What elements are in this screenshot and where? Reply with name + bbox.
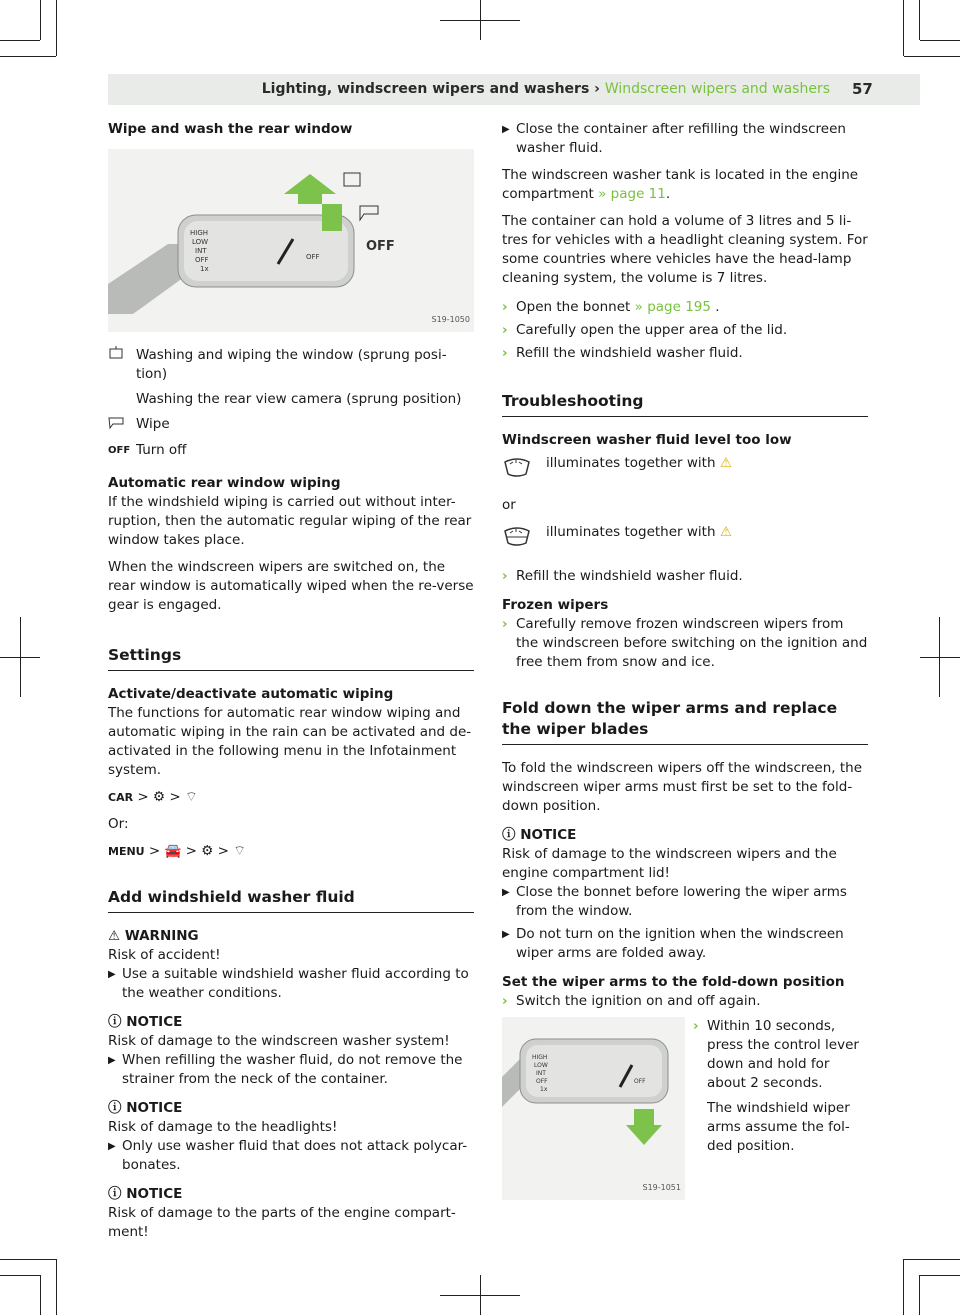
step-arrow-icon: › bbox=[502, 616, 508, 632]
settings-gear-icon: ⚙ bbox=[201, 843, 214, 859]
symbol-row-off bbox=[108, 441, 474, 460]
breadcrumb-separator: › bbox=[594, 81, 600, 97]
notice-title-text: NOTICE bbox=[126, 1100, 183, 1116]
menu-path-2 bbox=[108, 842, 474, 861]
step-refill-fluid: › Refill the windshield washer fluid. bbox=[502, 568, 743, 584]
notice-title bbox=[502, 826, 868, 845]
lever-label-low: LOW bbox=[534, 1062, 548, 1069]
step-press-lever: › Within 10 seconds, press the control lever down and hold for about 2 seconds. bbox=[693, 1018, 859, 1091]
fold-figure-block bbox=[502, 1017, 868, 1200]
step-arrow-icon: › bbox=[502, 568, 508, 584]
lever-label-off: OFF bbox=[195, 256, 209, 264]
notice-text: Risk of damage to the windscreen washer system! bbox=[108, 1033, 450, 1049]
notice-title bbox=[108, 1013, 474, 1032]
notice-title-text: NOTICE bbox=[520, 827, 577, 843]
notice-title-text: NOTICE bbox=[126, 1186, 183, 1202]
menu-or: Or: bbox=[108, 816, 129, 832]
troubleshooting-heading: Troubleshooting bbox=[502, 391, 868, 417]
notice-icon: ⓘ bbox=[108, 1100, 122, 1116]
frozen-wipers-heading: Frozen wipers bbox=[502, 597, 609, 613]
lever-label-int: INT bbox=[536, 1070, 546, 1077]
wipe-icon bbox=[108, 415, 136, 435]
warning-title-text: WARNING bbox=[124, 928, 199, 944]
notice-icon: ⓘ bbox=[108, 1186, 122, 1202]
fold-steps bbox=[693, 1017, 868, 1200]
volume-text: The container can hold a volume of 3 litres and 5 li-tres for vehicles with a headlight cleaning system. For some countries where vehicles have the head-lamp cleaning system, the volume is 7 litres. bbox=[502, 213, 868, 286]
fold-down-heading: Fold down the wiper arms and replace the wiper blades bbox=[502, 698, 868, 745]
step-refill: › Refill the windshield washer fluid. bbox=[502, 345, 743, 361]
notice-icon: ⓘ bbox=[108, 1014, 122, 1030]
notice-item: ▶ When refilling the washer fluid, do not remove the strainer from the neck of the container. bbox=[108, 1052, 463, 1087]
step-arrow-icon: › bbox=[502, 299, 508, 315]
indicator-row: illuminates together with ⚠ bbox=[502, 523, 868, 555]
step-close-container: ▶ Close the container after refilling the windscreen washer fluid. bbox=[502, 121, 846, 156]
notice-item: ▶ Close the bonnet before lowering the wiper arms from the window. bbox=[502, 884, 847, 919]
notice-title-text: NOTICE bbox=[126, 1014, 183, 1030]
menu-button-icon: MENU bbox=[108, 845, 145, 858]
menu-separator: > bbox=[137, 789, 149, 805]
lever-label-1x: 1x bbox=[540, 1086, 548, 1093]
bullet-triangle-icon: ▶ bbox=[502, 887, 510, 898]
notice-text: Risk of damage to the parts of the engine compart-ment! bbox=[108, 1205, 456, 1240]
warning-icon: ⚠ bbox=[108, 928, 121, 944]
car-icon: 🚘 bbox=[164, 843, 182, 859]
lever-label-low: LOW bbox=[192, 238, 209, 246]
step-arrow-icon: › bbox=[502, 345, 508, 361]
tank-location: The windscreen washer tank is located in the engine compartment » page 11. bbox=[502, 167, 859, 202]
car-menu-icon: CAR bbox=[108, 791, 134, 804]
notice-text: Risk of damage to the headlights! bbox=[108, 1119, 338, 1135]
or-text: or bbox=[502, 497, 516, 513]
warning-text: Risk of accident! bbox=[108, 947, 221, 963]
wiper-icon: ⌔ bbox=[184, 789, 198, 805]
bullet-triangle-icon: ▶ bbox=[502, 929, 510, 940]
washer-fluid-warning-icon bbox=[502, 523, 546, 555]
bullet-triangle-icon: ▶ bbox=[108, 1055, 116, 1066]
lever-label-high: HIGH bbox=[190, 229, 209, 237]
step-arrow-icon: › bbox=[502, 322, 508, 338]
menu-separator: > bbox=[185, 843, 197, 859]
fold-result: The windshield wiper arms assume the fol-ded position. bbox=[707, 1100, 850, 1154]
settings-heading: Settings bbox=[108, 645, 474, 671]
step-frozen: › Carefully remove frozen windscreen wipers from the windscreen before switching on the ignition and free them from snow and ice. bbox=[502, 616, 868, 670]
warning-item: ▶ Use a suitable windshield washer fluid according to the weather conditions. bbox=[108, 966, 469, 1001]
lever-label-off: OFF bbox=[536, 1078, 548, 1085]
bullet-triangle-icon: ▶ bbox=[108, 1141, 116, 1152]
right-column bbox=[502, 120, 868, 1200]
step-open-bonnet: › Open the bonnet » page 195 . bbox=[502, 299, 720, 315]
warning-light-icon: ⚠ bbox=[719, 455, 732, 471]
step-arrow-icon: › bbox=[502, 993, 508, 1009]
lever-label-int: INT bbox=[195, 247, 207, 255]
auto-wiping-heading: Automatic rear window wiping bbox=[108, 475, 341, 491]
figure-rear-wiper-lever bbox=[108, 149, 474, 332]
breadcrumb-section[interactable]: Lighting, windscreen wipers and washers bbox=[261, 81, 590, 97]
figure-code: S19-1050 bbox=[431, 315, 470, 324]
figure-fold-lever bbox=[502, 1017, 685, 1200]
lever-illustration bbox=[502, 1017, 685, 1200]
page-link[interactable]: » page 195 bbox=[634, 299, 711, 315]
figure-code: S19-1051 bbox=[642, 1183, 681, 1192]
off-icon: OFF bbox=[108, 445, 131, 456]
lever-off-text: OFF bbox=[634, 1078, 646, 1085]
menu-path-1 bbox=[108, 788, 474, 807]
add-fluid-heading: Add windshield washer fluid bbox=[108, 887, 474, 913]
lever-label-1x: 1x bbox=[200, 265, 209, 273]
menu-separator: > bbox=[169, 789, 181, 805]
fluid-low-heading: Windscreen washer fluid level too low bbox=[502, 432, 792, 448]
notice-item: ▶ Only use washer fluid that does not attack polycar-bonates. bbox=[108, 1138, 468, 1173]
set-fold-heading: Set the wiper arms to the fold-down position bbox=[502, 974, 845, 990]
fold-paragraph: To fold the windscreen wipers off the windscreen, the windscreen wiper arms must first be set to the fold-down position. bbox=[502, 760, 863, 814]
symbol-row-wipe bbox=[108, 415, 474, 435]
section-title-rear: Wipe and wash the rear window bbox=[108, 121, 353, 137]
bullet-triangle-icon: ▶ bbox=[108, 969, 116, 980]
step-arrow-icon: › bbox=[693, 1018, 699, 1034]
warning-title bbox=[108, 927, 474, 946]
auto-wiping-p1: If the windshield wiping is carried out without inter-ruption, then the automatic regular wiping of the rear window takes place. bbox=[108, 494, 472, 548]
settings-gear-icon: ⚙ bbox=[152, 789, 166, 805]
settings-paragraph: The functions for automatic rear window wiping and automatic wiping in the rain can be activated and de-activated in the following menu in the Infotainment system. bbox=[108, 705, 472, 778]
menu-separator: > bbox=[217, 843, 229, 859]
wash-wipe-icon bbox=[108, 346, 136, 409]
symbol-desc-wash: Washing and wiping the window (sprung posi-tion) bbox=[136, 347, 447, 382]
auto-wiping-p2: When the windscreen wipers are switched on, the rear window is automatically wiped when the re-verse gear is engaged. bbox=[108, 559, 474, 613]
bullet-triangle-icon: ▶ bbox=[502, 124, 510, 135]
fig1-off-label: OFF bbox=[366, 239, 395, 254]
breadcrumb bbox=[262, 81, 830, 97]
page-link[interactable]: » page 11 bbox=[598, 186, 666, 202]
notice-item: ▶ Do not turn on the ignition when the windscreen wiper arms are folded away. bbox=[502, 926, 844, 961]
wiper-icon: ⌔ bbox=[233, 843, 246, 859]
settings-subheading: Activate/deactivate automatic wiping bbox=[108, 686, 394, 702]
notice-text: Risk of damage to the windscreen wipers and the engine compartment lid! bbox=[502, 846, 837, 881]
lever-off-text: OFF bbox=[306, 253, 320, 261]
menu-separator: > bbox=[148, 843, 161, 859]
notice-title bbox=[108, 1099, 474, 1118]
warning-light-icon: ⚠ bbox=[719, 524, 732, 540]
step-ignition: › Switch the ignition on and off again. bbox=[502, 993, 761, 1009]
notice-icon: ⓘ bbox=[502, 827, 516, 843]
step-open-lid: › Carefully open the upper area of the lid. bbox=[502, 322, 788, 338]
washer-fluid-warning-icon bbox=[502, 454, 546, 486]
symbol-row-wash bbox=[108, 346, 474, 409]
page-number: 57 bbox=[852, 80, 873, 98]
symbol-desc-off: Turn off bbox=[136, 442, 187, 458]
breadcrumb-current: Windscreen wipers and washers bbox=[604, 81, 830, 97]
indicator-row: illuminates together with ⚠ bbox=[502, 454, 868, 486]
left-column bbox=[108, 120, 474, 1242]
notice-title bbox=[108, 1185, 474, 1204]
symbol-desc-camera: Washing the rear view camera (sprung position) bbox=[136, 391, 462, 407]
lever-label-high: HIGH bbox=[532, 1054, 548, 1061]
lever-illustration bbox=[108, 149, 474, 332]
symbol-desc-wipe: Wipe bbox=[136, 416, 170, 432]
